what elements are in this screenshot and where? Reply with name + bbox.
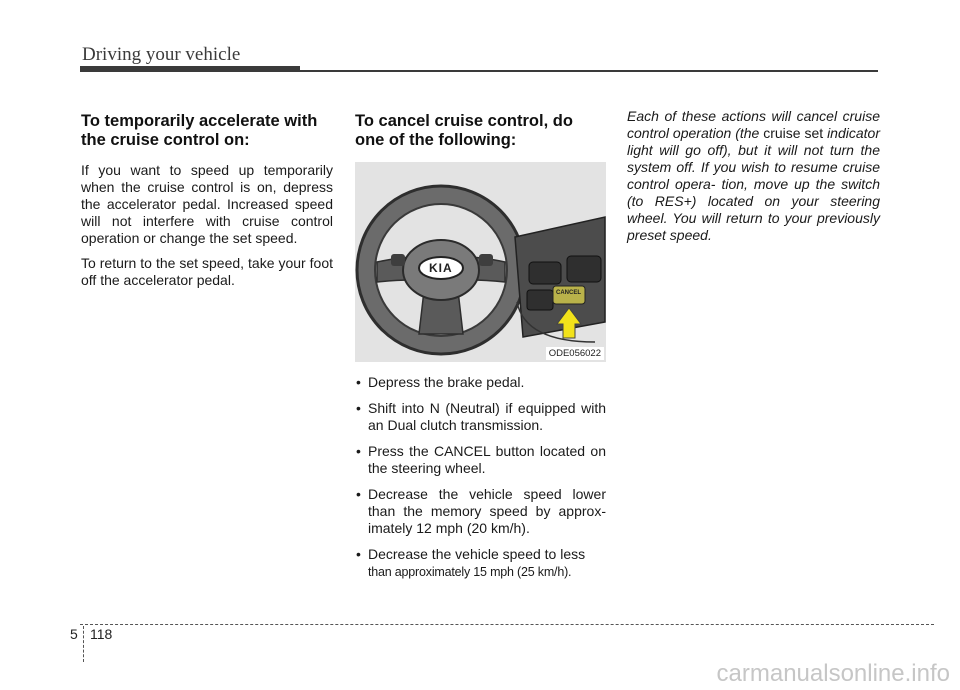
note-part-3: indicator light will go off), but it will not turn the system off. If you wish to resume cruise control opera- tion, move up the switch (to RES+) located on your steering wheel. You will return to your previously preset speed. <box>627 125 880 243</box>
note-part-1: Each of these actions will cancel cruise control operation (the <box>627 108 880 141</box>
list-item: • Shift into N (Neutral) if equipped with an Dual clutch transmission. <box>355 400 606 434</box>
accelerate-heading: To temporarily accelerate with the cruise control on: <box>81 112 318 149</box>
figure-caption: ODE056022 <box>546 347 604 360</box>
page-number: 118 <box>90 626 113 642</box>
chapter-number: 5 <box>70 626 78 642</box>
list-item: • Press the CANCEL button located on the steering wheel. <box>355 443 606 477</box>
kia-logo-text: KIA <box>429 261 453 275</box>
cancel-button-label: CANCEL <box>556 290 581 296</box>
list-item-line-1: Decrease the vehicle speed to less <box>368 546 586 562</box>
accelerate-paragraph-1: If you want to speed up temporarily when the cruise control is on, depress the accelerator pedal. Increased speed will not interfere with cruise control operation or change the set speed. <box>81 162 333 246</box>
page-header-title: Driving your vehicle <box>82 44 241 65</box>
watermark: carmanualsonline.info <box>716 660 950 687</box>
list-item-line-2: than approximately 15 mph (25 km/h). <box>368 565 572 579</box>
column-note <box>627 108 880 244</box>
steering-wheel-illustration <box>355 162 606 362</box>
column-accelerate <box>81 112 333 297</box>
cancel-heading: To cancel cruise control, do one of the following: <box>355 112 573 149</box>
list-item <box>355 546 606 581</box>
list-item: • Depress the brake pedal. <box>355 374 606 391</box>
header-rule-thin <box>300 70 878 72</box>
steering-wheel-figure <box>355 162 606 362</box>
cancel-options-list <box>355 374 606 581</box>
footer-divider <box>83 626 84 662</box>
note-part-2: cruise set <box>763 125 824 141</box>
cancel-note <box>627 108 880 244</box>
accelerate-paragraph-2: To return to the set speed, take your foot off the accelerator pedal. <box>81 255 333 288</box>
list-item: • Decrease the vehicle speed lower than the memory speed by approx- imately 12 mph (20 km/h). <box>355 486 606 537</box>
header-rule-thick <box>80 66 300 72</box>
footer-rule <box>80 624 934 625</box>
column-cancel <box>355 112 606 590</box>
